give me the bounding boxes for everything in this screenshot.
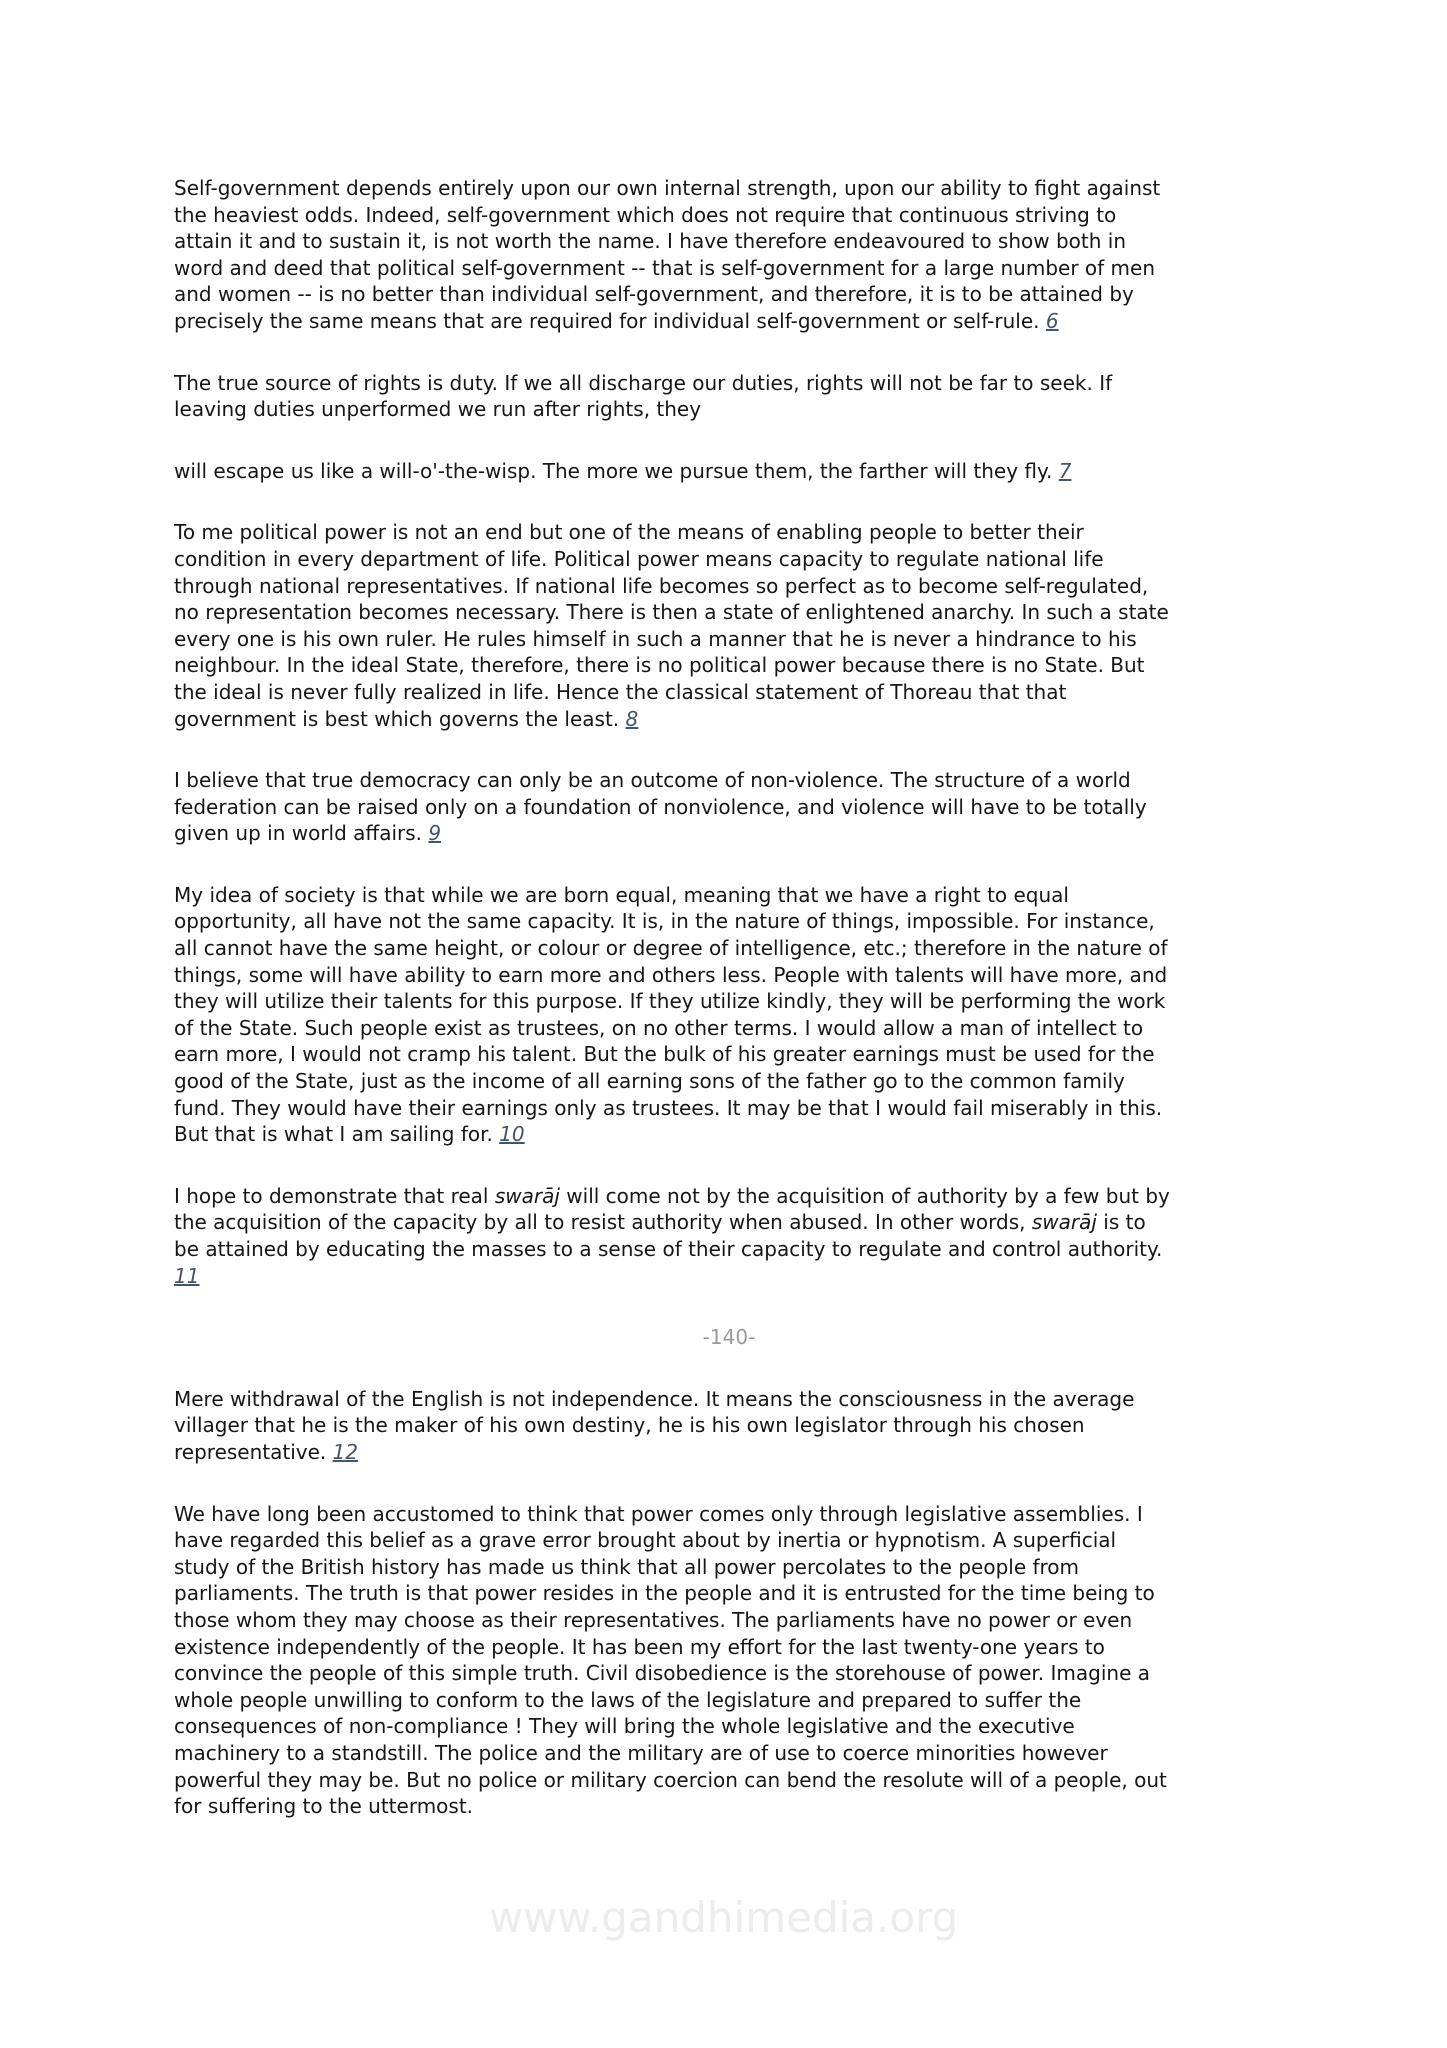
text-line xyxy=(174,679,1284,706)
text-segment: condition in every department of life. Political power means capacity to regulate national life xyxy=(174,546,1104,571)
text-line xyxy=(174,202,1284,229)
text-line xyxy=(174,988,1284,1015)
footnote-link[interactable]: 9 xyxy=(428,821,442,846)
paragraph xyxy=(174,1183,1284,1289)
text-segment: earn more, I would not cramp his talent. But the bulk of his greater earnings must be used for the xyxy=(174,1042,1155,1067)
paragraph xyxy=(174,458,1284,485)
text-segment: of the State. Such people exist as trustees, on no other terms. I would allow a man of intellect to xyxy=(174,1015,1144,1040)
text-line xyxy=(174,308,1284,335)
text-line xyxy=(174,706,1284,733)
text-segment: villager that he is the maker of his own destiny, he is his own legislator through his chosen xyxy=(174,1413,1085,1438)
text-line xyxy=(174,1607,1284,1634)
text-segment: no representation becomes necessary. There is then a state of enlightened anarchy. In such a state xyxy=(174,600,1169,625)
text-line xyxy=(174,255,1284,282)
text-segment: is to xyxy=(1096,1210,1146,1235)
page-number: -140- xyxy=(702,1325,756,1350)
text-line xyxy=(174,820,1284,847)
italic-term: swarāj xyxy=(494,1183,560,1208)
text-segment: We have long been accustomed to think that power comes only through legislative assemblies. I xyxy=(174,1501,1143,1526)
text-line xyxy=(174,281,1284,308)
text-segment: whole people unwilling to conform to the laws of the legislature and prepared to suffer the xyxy=(174,1687,1082,1712)
text-line xyxy=(174,519,1284,546)
text-segment: for suffering to the uttermost. xyxy=(174,1794,474,1819)
text-line xyxy=(174,1687,1284,1714)
text-segment: through national representatives. If national life becomes so perfect as to become self-regulated, xyxy=(174,573,1149,598)
text-line xyxy=(174,396,1284,423)
text-line xyxy=(174,626,1284,653)
text-segment: existence independently of the people. It has been my effort for the last twenty-one years to xyxy=(174,1634,1105,1659)
text-line xyxy=(174,1236,1284,1263)
text-line xyxy=(174,1767,1284,1794)
text-segment: will come not by the acquisition of authority by a few but by xyxy=(559,1183,1170,1208)
text-line xyxy=(174,1554,1284,1581)
text-line xyxy=(174,1793,1284,1820)
footnote-link[interactable]: 6 xyxy=(1045,308,1059,333)
text-segment: But that is what I am sailing for. xyxy=(174,1122,500,1147)
text-line xyxy=(174,175,1284,202)
text-segment: attain it and to sustain it, is not worth the name. I have therefore endeavoured to show both in xyxy=(174,229,1126,254)
text-line xyxy=(174,599,1284,626)
text-segment: To me political power is not an end but one of the means of enabling people to better their xyxy=(174,520,1084,545)
text-segment: neighbour. In the ideal State, therefore, there is no political power because there is no State. But xyxy=(174,653,1145,678)
text-line xyxy=(174,1412,1284,1439)
text-line xyxy=(174,1439,1284,1466)
text-line xyxy=(174,935,1284,962)
text-segment: The true source of rights is duty. If we all discharge our duties, rights will not be far to seek. If xyxy=(174,370,1113,395)
text-line xyxy=(174,1121,1284,1148)
paragraph xyxy=(174,882,1284,1148)
footnote-link[interactable]: 7 xyxy=(1058,458,1072,483)
text-segment: I believe that true democracy can only be an outcome of non-violence. The structure of a world xyxy=(174,768,1131,793)
text-line xyxy=(174,573,1284,600)
text-segment: be attained by educating the masses to a sense of their capacity to regulate and control authority. xyxy=(174,1237,1163,1261)
paragraph xyxy=(174,1501,1284,1820)
text-line xyxy=(174,1209,1284,1236)
text-segment: good of the State, just as the income of all earning sons of the father go to the common family xyxy=(174,1069,1125,1094)
text-line xyxy=(174,794,1284,821)
text-segment: representative. xyxy=(174,1439,333,1464)
text-segment: I hope to demonstrate that real xyxy=(174,1183,495,1208)
page-content xyxy=(174,175,1284,1855)
footnote-link[interactable]: 10 xyxy=(499,1122,525,1147)
paragraph xyxy=(174,370,1284,423)
text-segment: My idea of society is that while we are born equal, meaning that we have a right to equal xyxy=(174,882,1069,907)
text-line xyxy=(174,228,1284,255)
text-segment: those whom they may choose as their representatives. The parliaments have no power or even xyxy=(174,1607,1133,1632)
italic-term: swarāj xyxy=(1031,1210,1097,1235)
text-line xyxy=(174,1068,1284,1095)
text-segment: Mere withdrawal of the English is not independence. It means the consciousness in the average xyxy=(174,1386,1135,1411)
watermark: www.gandhimedia.org xyxy=(488,1893,959,1942)
text-segment: and women -- is no better than individual self-government, and therefore, it is to be attained by xyxy=(174,282,1134,307)
text-line xyxy=(174,458,1284,485)
text-line xyxy=(174,1740,1284,1767)
text-segment: federation can be raised only on a foundation of nonviolence, and violence will have to be totally xyxy=(174,794,1147,819)
text-line xyxy=(174,1263,1284,1290)
text-segment: Self-government depends entirely upon our own internal strength, upon our ability to fight against xyxy=(174,176,1161,200)
text-line xyxy=(174,652,1284,679)
text-line xyxy=(174,767,1284,794)
text-segment: the acquisition of the capacity by all to resist authority when abused. In other words, xyxy=(174,1210,1032,1235)
text-line xyxy=(174,908,1284,935)
text-line xyxy=(174,1580,1284,1607)
text-segment: the heaviest odds. Indeed, self-government which does not require that continuous striving to xyxy=(174,202,1117,227)
text-segment: things, some will have ability to earn more and others less. People with talents will have more, and xyxy=(174,962,1168,987)
text-segment: word and deed that political self-government -- that is self-government for a large number of men xyxy=(174,255,1156,280)
paragraph xyxy=(174,519,1284,732)
text-segment: opportunity, all have not the same capacity. It is, in the nature of things, impossible. For instance, xyxy=(174,909,1155,934)
text-segment: leaving duties unperformed we run after rights, they xyxy=(174,397,702,422)
paragraph xyxy=(174,1386,1284,1466)
text-line xyxy=(174,1386,1284,1413)
text-segment: parliaments. The truth is that power resides in the people and it is entrusted for the time being to xyxy=(174,1581,1155,1606)
text-line xyxy=(174,962,1284,989)
text-line xyxy=(174,882,1284,909)
footnote-link[interactable]: 12 xyxy=(332,1439,359,1464)
text-line xyxy=(174,1183,1284,1210)
footnote-link[interactable]: 11 xyxy=(174,1263,200,1288)
paragraph xyxy=(174,767,1284,847)
text-segment: machinery to a standstill. The police and the military are of use to coerce minorities however xyxy=(174,1740,1108,1765)
text-segment: powerful they may be. But no police or military coercion can bend the resolute will of a people, out xyxy=(174,1767,1167,1792)
text-segment: will escape us like a will-o'-the-wisp. The more we pursue them, the farther will they fly. xyxy=(174,458,1059,483)
footnote-link[interactable]: 8 xyxy=(625,706,639,731)
text-segment: study of the British history has made us think that all power percolates to the people from xyxy=(174,1554,1080,1579)
text-line xyxy=(174,1660,1284,1687)
text-line xyxy=(174,1527,1284,1554)
text-line xyxy=(174,370,1284,397)
text-line xyxy=(174,1015,1284,1042)
text-line xyxy=(174,546,1284,573)
text-segment: all cannot have the same height, or colour or degree of intelligence, etc.; therefore in the nature of xyxy=(174,936,1168,961)
text-segment: every one is his own ruler. He rules himself in such a manner that he is never a hindrance to his xyxy=(174,626,1137,651)
text-line xyxy=(174,1501,1284,1528)
paragraph xyxy=(174,175,1284,335)
text-segment: given up in world affairs. xyxy=(174,821,429,846)
text-segment: the ideal is never fully realized in life. Hence the classical statement of Thoreau that that xyxy=(174,679,1067,704)
text-segment: consequences of non-compliance ! They will bring the whole legislative and the executive xyxy=(174,1714,1075,1739)
text-segment: convince the people of this simple truth. Civil disobedience is the storehouse of power. Imagine a xyxy=(174,1661,1151,1686)
text-segment: have regarded this belief as a grave error brought about by inertia or hypnotism. A superficial xyxy=(174,1528,1117,1553)
text-segment: they will utilize their talents for this purpose. If they utilize kindly, they will be performing the work xyxy=(174,989,1166,1014)
text-line xyxy=(174,1713,1284,1740)
text-line xyxy=(174,1634,1284,1661)
text-segment: fund. They would have their earnings only as trustees. It may be that I would fail miserably in this. xyxy=(174,1095,1163,1120)
text-segment: precisely the same means that are required for individual self-government or self-rule. xyxy=(174,308,1046,333)
text-segment: government is best which governs the least. xyxy=(174,706,626,731)
text-line xyxy=(174,1095,1284,1122)
text-line xyxy=(174,1041,1284,1068)
